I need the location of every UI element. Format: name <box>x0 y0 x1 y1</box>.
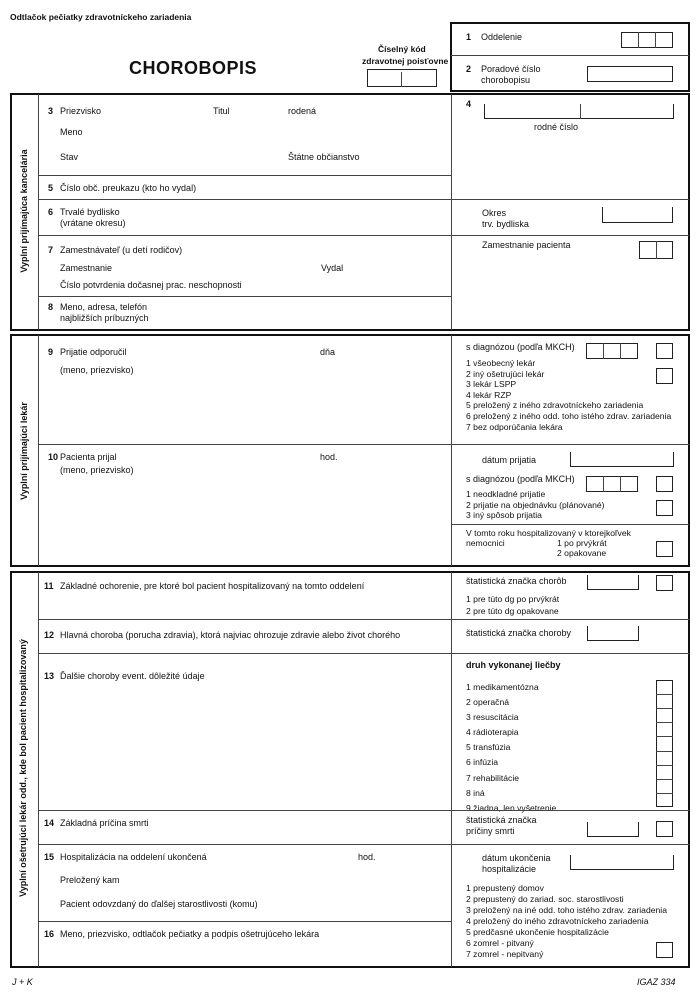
field-number-14: 14 <box>44 818 55 828</box>
diagnosis-label: s diagnózou (podľa MKCH) <box>466 342 575 352</box>
row-divider <box>452 235 689 236</box>
field-number-4: 4 <box>466 99 472 109</box>
stamp-label: Odtlačok pečiatky zdravotníckeho zariadenia <box>10 12 192 22</box>
checkbox-divider <box>656 779 673 780</box>
list-item: 2 iný ošetrujúci lekár <box>466 368 545 379</box>
main-disease-label: Hlavná choroba (porucha zdravia), ktorá najviac ohrozuje zdravie alebo život chorého <box>60 630 401 640</box>
degree-label: Titul <box>213 106 230 116</box>
born-label: rodená <box>288 106 317 116</box>
field-number-6: 6 <box>48 207 54 217</box>
stat-mark-label: štatistická značka chorôb <box>466 576 567 586</box>
stat-mark-check-field[interactable] <box>656 575 673 591</box>
stat-mark-label-2: štatistická značka choroby <box>466 628 572 638</box>
diagnosis-field-divider <box>620 476 621 492</box>
row-divider <box>452 524 689 525</box>
side-label-office: Vyplní prijímajúca kancelária <box>19 149 29 273</box>
side-label-admitting: Vyplní prijímajúci lekár <box>19 402 29 500</box>
row-divider <box>39 296 451 297</box>
office-side-divider <box>38 94 39 330</box>
department-label: Oddelenie <box>481 32 523 42</box>
record-number-label: Poradové číslo <box>481 64 541 74</box>
list-item: 2 operačná <box>466 697 510 708</box>
row-divider <box>39 921 451 922</box>
insurer-code-label-2: zdravotnej poisťovne <box>362 56 449 66</box>
name-surname-label: (meno, priezvisko) <box>60 365 134 375</box>
side-label-treating: Vyplní ošetrujúci lekár odd., kde bol pacient hospitalizovaný <box>18 639 28 897</box>
field-number-16: 16 <box>44 929 55 939</box>
list-item: 7 rehabilitácie <box>466 772 520 783</box>
row-divider <box>39 844 690 845</box>
end-date-label: dátum ukončenia <box>482 853 551 863</box>
handed-over-label: Pacient odovzdaný do ďalšej starostlivosti (komu) <box>60 899 258 909</box>
list-item: 4 rádioterapia <box>466 727 519 738</box>
checkbox-divider <box>656 694 673 695</box>
department-field-divider <box>638 32 639 48</box>
stat-mark-field[interactable] <box>587 575 639 590</box>
sick-certificate-label: Číslo potvrdenia dočasnej prac. neschopnosti <box>60 280 242 290</box>
this-year-label: V tomto roku hospitalizovaný v ktorejkoľvek <box>466 528 631 538</box>
accepted-by-label: Pacienta prijal <box>60 452 117 462</box>
stat-mark-label-3b: príčiny smrti <box>466 826 515 836</box>
list-item: 6 preložený z iného odd. toho istého zdrav. zariadenia <box>466 410 672 421</box>
diagnosis-check-field[interactable] <box>656 343 673 359</box>
row-divider <box>452 199 689 200</box>
row-divider <box>39 444 690 445</box>
name-surname-label-2: (meno, priezvisko) <box>60 465 134 475</box>
stat-mark-field-2[interactable] <box>587 626 639 641</box>
record-number-field[interactable] <box>587 66 673 82</box>
field-number-3: 3 <box>48 106 54 116</box>
field-number-9: 9 <box>48 347 54 357</box>
hour-label-2: hod. <box>358 852 376 862</box>
admission-source-list <box>466 358 671 432</box>
recommended-label: Prijatie odporučil <box>60 347 127 357</box>
birth-number-label: rodné číslo <box>534 122 579 132</box>
list-item: 4 lekár RZP <box>466 389 512 400</box>
this-year-label-2: nemocnici <box>466 538 505 548</box>
surname-label: Priezvisko <box>60 106 102 116</box>
treatment-right-divider <box>451 572 452 967</box>
checkbox-divider <box>656 708 673 709</box>
diagnosis-field-divider <box>620 343 621 359</box>
field-number-2: 2 <box>466 64 472 74</box>
first-for-dg-label: 1 pre túto dg po prvýkrát <box>466 594 560 604</box>
relatives-label-2: najbližších príbuzných <box>60 313 149 323</box>
list-item: 8 iná <box>466 787 485 798</box>
repeat-for-dg-label: 2 pre túto dg opakovane <box>466 606 559 616</box>
department-field-divider <box>655 32 656 48</box>
admission-date-label: dátum prijatia <box>482 455 537 465</box>
field-number-10: 10 <box>48 452 59 462</box>
hour-label: hod. <box>320 452 338 462</box>
status-label: Stav <box>60 152 79 162</box>
checkbox-divider <box>656 736 673 737</box>
first-time-label: 1 po prvýkrát <box>557 538 607 548</box>
diagnosis-field-divider <box>603 343 604 359</box>
office-right-divider <box>451 94 452 330</box>
list-item: 1 prepustený domov <box>466 883 544 893</box>
checkbox-divider <box>656 751 673 752</box>
list-item: 3 lekár LSPP <box>466 379 517 390</box>
admission-type-list <box>466 489 605 521</box>
list-item: 2 prepustený do zariad. soc. starostlivosti <box>466 894 624 904</box>
admission-type-field[interactable] <box>656 500 673 516</box>
list-item: 3 iný spôsob prijatia <box>466 510 542 521</box>
admission-source-field[interactable] <box>656 368 673 384</box>
list-item: 6 zomrel - pitvaný <box>466 938 534 948</box>
stat-mark-label-3: štatistická značka <box>466 815 537 825</box>
death-cause-label: Základná príčina smrti <box>60 818 149 828</box>
name-label: Meno <box>60 127 83 137</box>
list-item: 5 preložený z iného zdravotníckeho zariadenia <box>466 400 644 411</box>
signature-label: Meno, priezvisko, odtlačok pečiatky a podpis ošetrujúceho lekára <box>60 929 320 939</box>
repeated-label: 2 opakovane <box>557 548 607 558</box>
treatment-type-list <box>466 680 556 816</box>
hospitalized-field[interactable] <box>656 541 673 557</box>
treatment-type-title: druh vykonanej liečby <box>466 660 561 670</box>
field-number-8: 8 <box>48 302 54 312</box>
field-number-15: 15 <box>44 852 55 862</box>
hospitalization-ended-label: Hospitalizácia na oddelení ukončená <box>60 852 207 862</box>
footer-right: IGAZ 334 <box>637 977 676 987</box>
field-number-13: 13 <box>44 671 55 681</box>
row-divider <box>39 175 451 176</box>
field-number-7: 7 <box>48 245 54 255</box>
checkbox-divider <box>656 765 673 766</box>
field-number-11: 11 <box>44 581 54 591</box>
end-date-label-2: hospitalizácie <box>482 864 537 874</box>
admission-side-divider <box>38 335 39 566</box>
department-field[interactable] <box>621 32 673 48</box>
admission-date-field[interactable] <box>570 452 674 467</box>
stat-mark-check-field-3[interactable] <box>656 821 673 837</box>
diagnosis-field[interactable] <box>586 343 638 359</box>
list-item: 6 infúzia <box>466 757 499 768</box>
diagnosis-check-field-2[interactable] <box>656 476 673 492</box>
row-divider <box>39 235 451 236</box>
list-item: 1 medikamentózna <box>466 682 539 692</box>
row-divider <box>39 810 690 811</box>
insurer-code-divider <box>401 72 402 87</box>
citizenship-label: Štátne občianstvo <box>288 152 360 162</box>
row-divider <box>39 653 690 654</box>
checkbox-divider <box>656 722 673 723</box>
district-label: Okres <box>482 208 507 218</box>
patient-employment-label: Zamestnanie pacienta <box>482 240 571 250</box>
residence-label-2: (vrátane okresu) <box>60 218 126 228</box>
list-item: 9 žiadna, len vyšetrenie <box>466 802 557 813</box>
checkbox-divider <box>656 793 673 794</box>
residence-label: Trvalé bydlisko <box>60 207 120 217</box>
treatment-side-divider <box>38 572 39 967</box>
row-divider <box>39 199 451 200</box>
field-number-5: 5 <box>48 183 54 193</box>
employer-label: Zamestnávateľ (u detí rodičov) <box>60 245 183 255</box>
diagnosis-label-2: s diagnózou (podľa MKCH) <box>466 474 575 484</box>
day-label: dňa <box>320 347 336 357</box>
insurer-code-field[interactable] <box>367 69 437 87</box>
stat-mark-field-3[interactable] <box>587 822 639 837</box>
transferred-label: Preložený kam <box>60 875 120 885</box>
top-right-divider <box>451 55 689 56</box>
patient-employment-divider <box>656 241 657 259</box>
page-title: CHOROBOPIS <box>129 58 258 78</box>
end-date-field[interactable] <box>570 855 674 870</box>
birth-number-field[interactable] <box>484 104 674 119</box>
issued-label: Vydal <box>321 263 344 273</box>
field-number-12: 12 <box>44 630 55 640</box>
list-item: 4 preložený do iného zdravotníckeho zariadenia <box>466 916 649 926</box>
record-number-label-2: chorobopisu <box>481 75 531 85</box>
id-card-label: Číslo obč. preukazu (kto ho vydal) <box>60 183 197 193</box>
list-item: 5 transfúzia <box>466 742 511 753</box>
list-item: 2 prijatie na objednávku (plánované) <box>466 499 605 510</box>
treatment-type-checkbox-column[interactable] <box>656 680 673 807</box>
job-label: Zamestnanie <box>60 263 113 273</box>
list-item: 1 neodkladné prijatie <box>466 489 546 499</box>
list-item: 7 bez odporúčania lekára <box>466 421 563 432</box>
admission-right-divider <box>451 335 452 566</box>
list-item: 7 zomrel - nepitvaný <box>466 949 544 959</box>
footer-left: J + K <box>12 977 33 987</box>
birth-number-separator <box>580 104 581 119</box>
other-diseases-label: Ďalšie choroby event. dôležité údaje <box>60 671 205 681</box>
district-label-2: trv. bydliska <box>482 219 529 229</box>
basic-disease-label: Základné ochorenie, pre ktoré bol pacient hospitalizovaný na tomto oddelení <box>60 581 365 591</box>
list-item: 5 predčasné ukončenie hospitalizácie <box>466 927 609 937</box>
list-item: 3 resuscitácia <box>466 712 519 723</box>
insurer-code-label: Číselný kód <box>378 44 426 54</box>
hospitalization-end-field[interactable] <box>656 942 673 958</box>
hospitalization-end-list <box>466 883 667 960</box>
list-item: 1 všeobecný lekár <box>466 358 536 368</box>
relatives-label: Meno, adresa, telefón <box>60 302 148 312</box>
field-number-1: 1 <box>466 32 472 42</box>
district-field[interactable] <box>602 207 673 223</box>
list-item: 3 preložený na iné odd. toho istého zdrav. zariadenia <box>466 905 667 915</box>
row-divider <box>39 619 690 620</box>
